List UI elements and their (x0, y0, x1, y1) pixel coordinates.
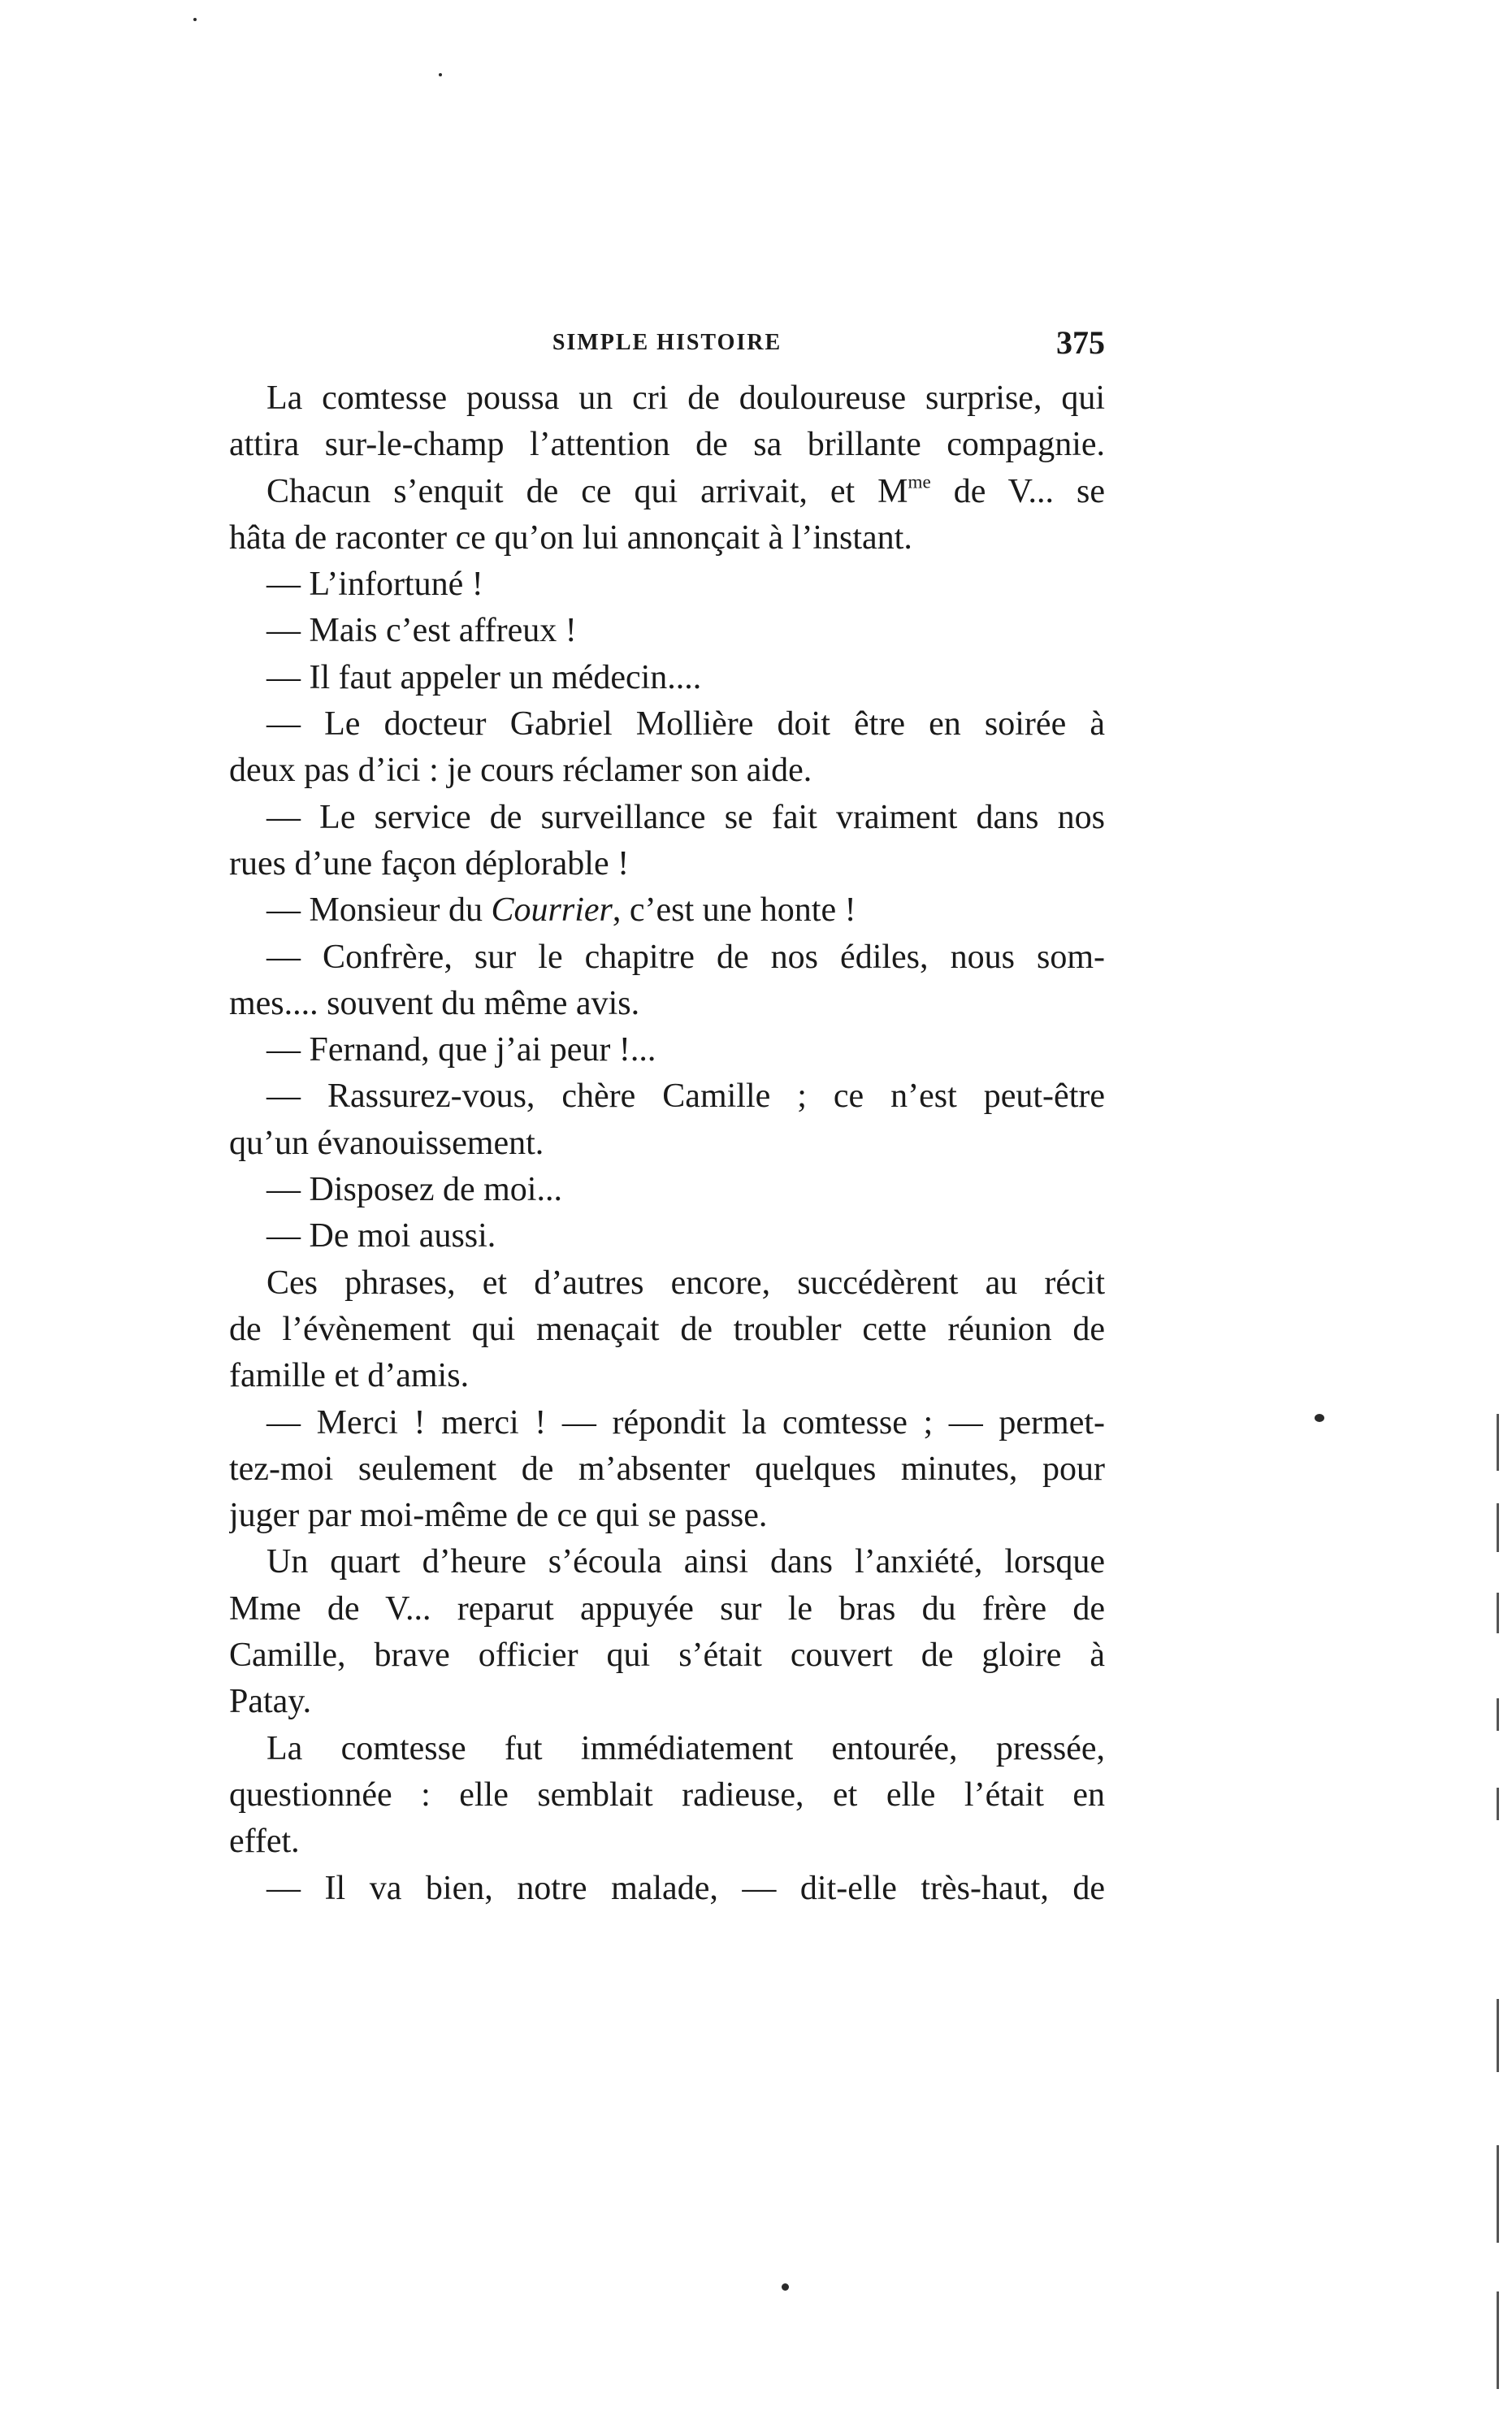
text-line: La comtesse fut immédiatement entourée, pressée, (266, 1729, 1105, 1767)
text-line: — Disposez de moi... (266, 1171, 562, 1209)
text-span: de V... se (930, 472, 1105, 510)
text-line: — Il va bien, notre malade, — dit-elle très-haut, de (266, 1869, 1105, 1907)
text-line: qu’un évanouissement. (229, 1124, 544, 1162)
text-line: deux pas d’ici : je cours réclamer son aide. (229, 752, 812, 790)
text-line: famille et d’amis. (229, 1357, 470, 1395)
text-line: tez-moi seulement de m’absenter quelques minutes, pour (229, 1450, 1105, 1488)
page-number: 375 (1056, 324, 1105, 361)
italic-title: Courrier (491, 891, 613, 930)
scan-edge-mark (1497, 1593, 1499, 1633)
text-line: Ces phrases, et d’autres encore, succédèrent au récit (266, 1264, 1105, 1302)
text-line: Patay. (229, 1683, 312, 1721)
text-line: mes.... souvent du même avis. (229, 984, 640, 1022)
text-span: , c’est une honte ! (612, 891, 856, 930)
text-line (229, 469, 1105, 515)
text-line: Mme de V... reparut appuyée sur le bras du frère de (229, 1589, 1105, 1628)
text-line: attira sur-le-champ l’attention de sa brillante compagnie. (229, 426, 1105, 464)
page-header (229, 323, 1105, 364)
ink-speck (193, 18, 197, 21)
text-line: juger par moi-même de ce qui se passe. (229, 1497, 768, 1535)
text-line (229, 887, 1105, 934)
scan-edge-mark (1497, 1788, 1499, 1820)
text-line: La comtesse poussa un cri de douloureuse surprise, qui (266, 379, 1105, 417)
scan-edge-mark (1497, 1414, 1499, 1471)
text-line: questionnée : elle semblait radieuse, et elle l’était en (229, 1775, 1105, 1814)
text-line: — Fernand, que j’ai peur !... (266, 1031, 656, 1069)
body-text (229, 375, 1105, 1912)
scan-edge-mark (1497, 1698, 1499, 1731)
text-line: — De moi aussi. (266, 1217, 496, 1255)
text-line: Un quart d’heure s’écoula ainsi dans l’anxiété, lorsque (266, 1543, 1105, 1581)
text-line: rues d’une façon déplorable ! (229, 844, 630, 882)
text-line: — L’infortuné ! (266, 566, 483, 604)
scan-edge-mark (1497, 1999, 1499, 2072)
text-line: — Il faut appeler un médecin.... (266, 658, 702, 696)
text-span: Chacun s’enquit de ce qui arrivait, et M (266, 472, 908, 510)
scan-edge-mark (1497, 1503, 1499, 1552)
scan-edge-mark (1497, 2145, 1499, 2243)
text-line: Camille, brave officier qui s’était couvert de gloire à (229, 1637, 1105, 1675)
text-line: — Rassurez-vous, chère Camille ; ce n’est peut-être (266, 1077, 1105, 1116)
text-line: effet. (229, 1823, 300, 1861)
text-line: — Le docteur Gabriel Mollière doit être en soirée à (266, 705, 1105, 744)
text-span: — Monsieur du (266, 891, 492, 930)
text-line: — Le service de surveillance se fait vraiment dans nos (266, 798, 1105, 836)
ink-speck (782, 2283, 789, 2291)
running-title: SIMPLE HISTOIRE (552, 330, 782, 355)
ink-speck (1315, 1414, 1324, 1422)
superscript: me (908, 470, 931, 492)
text-line: — Merci ! merci ! — répondit la comtesse ; — permet- (266, 1403, 1105, 1442)
text-line: hâta de raconter ce qu’on lui annonçait à l’instant. (229, 518, 912, 557)
text-line: de l’évènement qui menaçait de troubler cette réunion de (229, 1310, 1105, 1348)
text-line: — Mais c’est affreux ! (266, 612, 577, 650)
ink-speck (439, 73, 442, 76)
text-line: — Confrère, sur le chapitre de nos édiles, nous som- (266, 938, 1105, 976)
scan-edge-mark (1497, 2291, 1499, 2389)
